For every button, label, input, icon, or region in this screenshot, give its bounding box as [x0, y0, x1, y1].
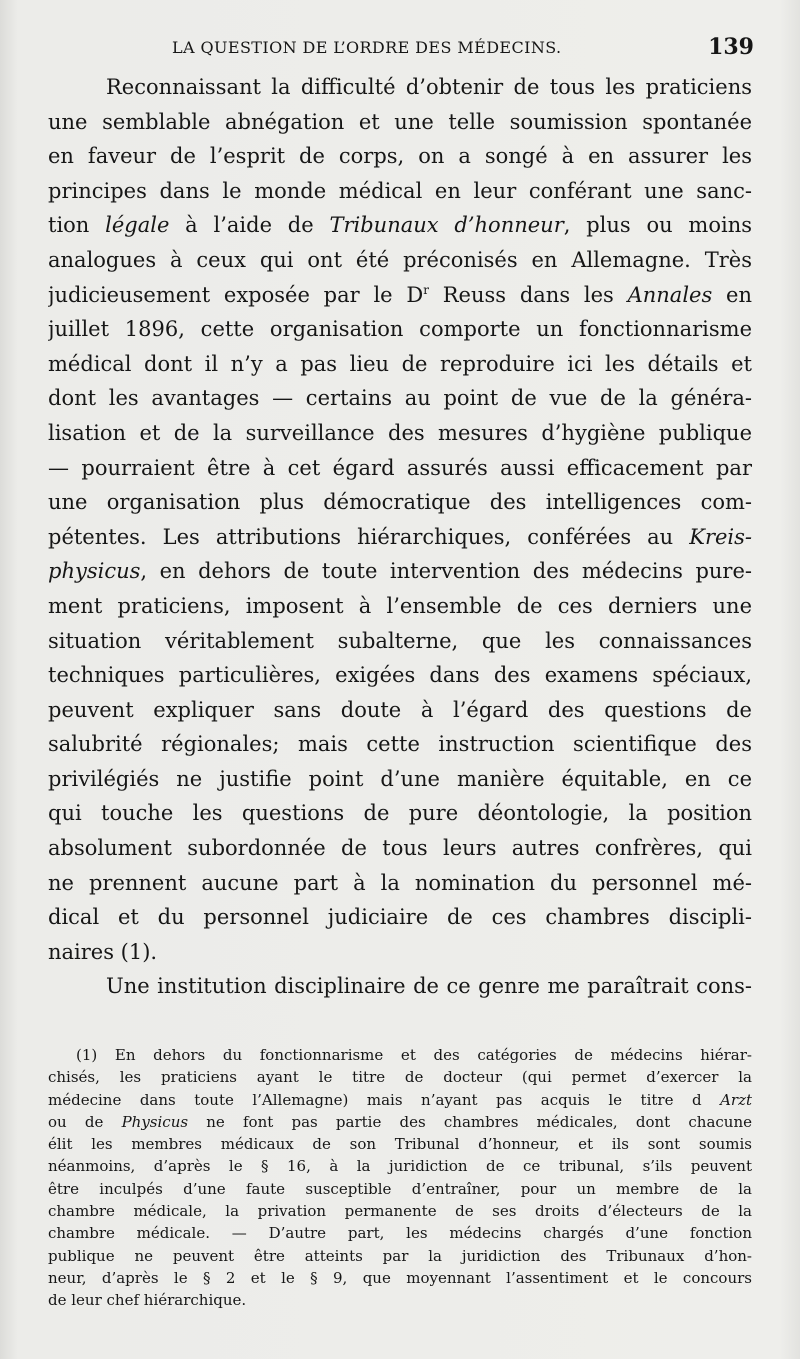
body-line: salubrité régionales; mais cette instruction scientifique des: [48, 732, 752, 757]
footnote-line: de leur chef hiérarchique.: [48, 1291, 247, 1310]
text-run: pétentes. Les attributions hiérarchiques, conférées au: [48, 524, 690, 549]
main-text: [48, 70, 752, 1004]
body-line: dical et du personnel judiciaire de ces chambres discipli-: [48, 905, 752, 930]
text-run: médecine dans toute l’Allemagne) mais n’ayant pas acquis le titre d: [48, 1090, 721, 1109]
italic-text: physicus: [48, 559, 141, 584]
footnote-line: publique ne peuvent être atteints par la juridiction des Tribunaux d’hon-: [48, 1246, 752, 1265]
footnote-line: [48, 1111, 752, 1133]
body-line: [48, 278, 752, 313]
body-line: analogues à ceux qui ont été préconisés en Allemagne. Très: [48, 247, 752, 272]
italic-text: Tribunaux d’honneur: [329, 213, 564, 238]
text-run: à l’aide de: [169, 213, 330, 238]
superscript: r: [423, 282, 429, 297]
body-line: — pourraient être à cet égard assurés aussi efficacement par: [48, 455, 752, 480]
footnote-line: néanmoins, d’après le § 16, à la juridiction de ce tribunal, s’ils peuvent: [48, 1157, 752, 1176]
footnote-line: neur, d’après le § 2 et le § 9, que moyennant l’assentiment et le concours: [48, 1268, 752, 1287]
text-run: judicieusement exposée par le D: [48, 282, 424, 307]
body-line: [48, 520, 752, 555]
footnote-line: être inculpés d’une faute susceptible d’entraîner, pour un membre de la: [48, 1179, 752, 1198]
text-run: en: [712, 282, 752, 307]
footnote-line: chisés, les praticiens ayant le titre de docteur (qui permet d’exercer la: [48, 1068, 752, 1087]
body-line: médical dont il n’y a pas lieu de reproduire ici les détails et: [48, 351, 752, 376]
body-line: absolument subordonnée de tous leurs autres confrères, qui: [48, 836, 752, 861]
text-run: , plus ou moins: [563, 213, 752, 238]
body-line: situation véritablement subalterne, que les connaissances: [48, 628, 752, 653]
body-line: lisation et de la surveillance des mesures d’hygiène publique: [48, 420, 752, 445]
body-line: ne prennent aucune part à la nomination du personnel mé-: [48, 870, 752, 895]
footnote-line: [48, 1089, 752, 1111]
body-line: en faveur de l’esprit de corps, on a songé à en assurer les: [48, 144, 752, 169]
body-line: principes dans le monde médical en leur conférant une sanc-: [48, 178, 752, 203]
italic-text: Annales: [627, 282, 713, 307]
text-run: tion: [48, 213, 106, 238]
body-line: qui touche les questions de pure déontologie, la position: [48, 801, 752, 826]
body-line: une semblable abnégation et une telle soumission spontanée: [48, 109, 752, 134]
body-line: [48, 554, 752, 589]
footnote-line: élit les membres médicaux de son Tribunal d’honneur, et ils sont soumis: [48, 1135, 752, 1154]
text-run: Reuss dans les: [428, 282, 628, 307]
text-run: ne font pas partie des chambres médicales, dont chacune: [188, 1112, 752, 1131]
page-number: 139: [708, 34, 754, 60]
body-line: privilégiés ne justifie point d’une manière équitable, en ce: [48, 766, 752, 791]
footnote-line: chambre médicale. — D’autre part, les médecins chargés d’une fonction: [48, 1224, 752, 1243]
italic-text: légale: [105, 213, 170, 238]
text-run: , en dehors de toute intervention des médecins pure-: [140, 559, 752, 584]
footnote: [48, 1044, 752, 1312]
italic-text: Arzt: [720, 1090, 752, 1109]
body-line: juillet 1896, cette organisation comporte un fonctionnarisme: [48, 317, 752, 342]
body-line: Reconnaissant la difficulté d’obtenir de tous les praticiens: [106, 75, 752, 99]
body-line: Une institution disciplinaire de ce genre me paraîtrait cons-: [106, 974, 752, 999]
body-line: naires (1).: [48, 939, 158, 964]
footnote-line: (1) En dehors du fonctionnarisme et des catégories de médecins hiérar-: [76, 1046, 752, 1064]
body-line: dont les avantages — certains au point de vue de la généra-: [48, 386, 752, 411]
page-header: [48, 34, 752, 64]
body-line: peuvent expliquer sans doute à l’égard des questions de: [48, 697, 752, 722]
text-run: ou de: [48, 1112, 122, 1131]
footnote-line: chambre médicale, la privation permanente de ses droits d’électeurs de la: [48, 1202, 752, 1221]
running-head: LA QUESTION DE L’ORDRE DES MÉDECINS.: [172, 38, 562, 57]
italic-text: Physicus: [121, 1112, 189, 1131]
body-line: [48, 208, 752, 243]
body-line: techniques particulières, exigées dans des examens spéciaux,: [48, 663, 752, 688]
body-line: ment praticiens, imposent à l’ensemble de ces derniers une: [48, 593, 752, 618]
body-line: une organisation plus démocratique des intelligences com-: [48, 490, 752, 515]
italic-text: Kreis-: [689, 524, 752, 549]
